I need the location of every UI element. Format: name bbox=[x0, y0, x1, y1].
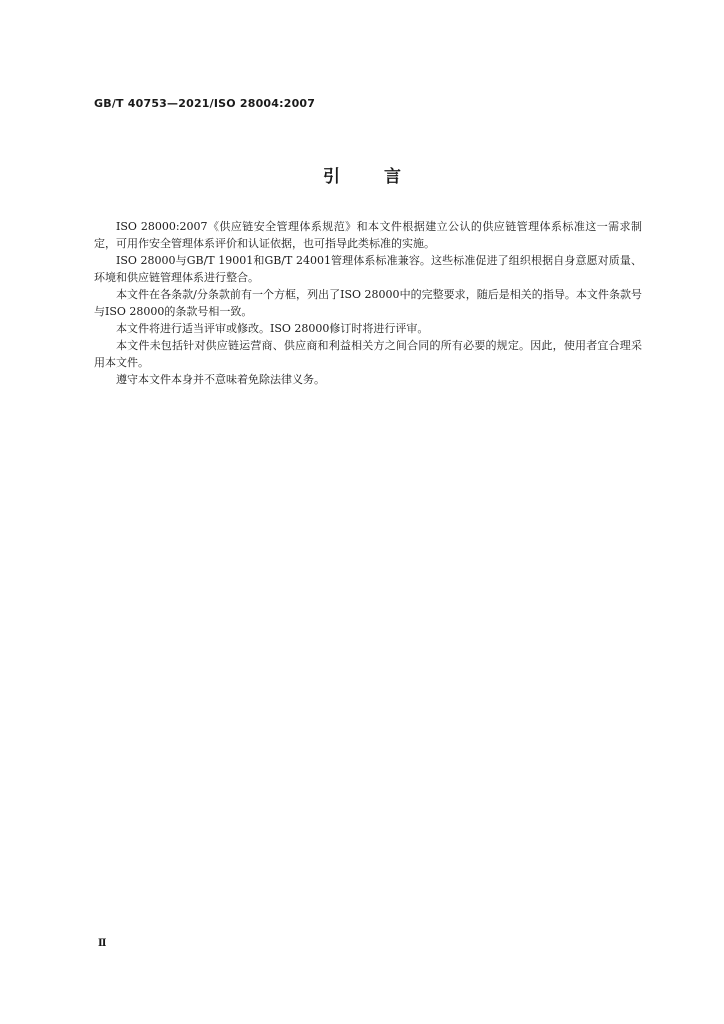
page-number: Ⅱ bbox=[98, 938, 107, 949]
paragraph: ISO 28000:2007《供应链安全管理体系规范》和本文件根据建立公认的供应链管理体系标准这一需求制定，可用作安全管理体系评价和认证依据，也可指导此类标准的实施。 bbox=[94, 220, 642, 250]
paragraph: 本文件未包括针对供应链运营商、供应商和利益相关方之间合同的所有必要的规定。因此，使用者宜合理采用本文件。 bbox=[94, 339, 642, 369]
paragraph: 遵守本文件本身并不意味着免除法律义务。 bbox=[116, 373, 325, 386]
paragraph: 本文件将进行适当评审或修改。ISO 28000修订时将进行评审。 bbox=[116, 322, 429, 335]
standard-code-header: GB/T 40753—2021/ISO 28004:2007 bbox=[94, 97, 316, 110]
paragraph: 本文件在各条款/分条款前有一个方框，列出了ISO 28000中的完整要求，随后是相关的指导。本文件条款号与ISO 28000的条款号相一致。 bbox=[94, 288, 642, 318]
section-title: 引言 bbox=[323, 167, 445, 187]
introduction-body bbox=[94, 218, 642, 388]
paragraph: ISO 28000与GB/T 19001和GB/T 24001管理体系标准兼容。这些标准促进了组织根据自身意愿对质量、环境和供应链管理体系进行整合。 bbox=[94, 254, 642, 284]
